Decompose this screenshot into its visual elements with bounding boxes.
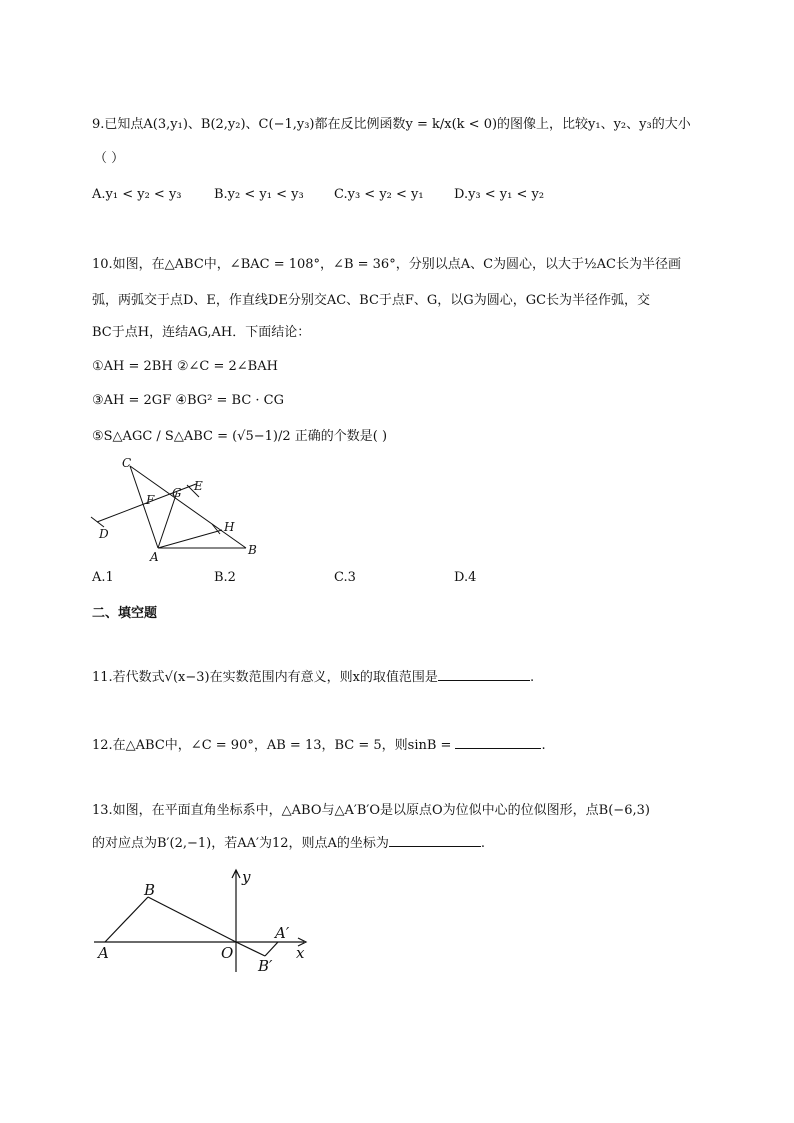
- q10-conclusion-3-4: ③AH = 2GF ④BG² = BC · CG: [92, 393, 285, 408]
- q13-label-o: O: [221, 944, 234, 962]
- q13-label-a: A: [98, 944, 109, 962]
- q11-end: .: [529, 670, 535, 685]
- q13-label-b: B: [144, 881, 156, 899]
- q9-option-d: D.y₃ < y₁ < y₂: [454, 187, 545, 202]
- q10-option-a: A.1: [92, 570, 114, 585]
- q10-triangle-figure: [88, 452, 268, 567]
- q9-option-a: A.y₁ < y₂ < y₃: [92, 187, 182, 202]
- q13-label-y: y: [242, 868, 251, 886]
- q13-label-x: x: [296, 944, 305, 962]
- q10-label-a: A: [150, 550, 159, 564]
- q13-answer-blank[interactable]: [389, 834, 481, 847]
- q10-label-d: D: [99, 527, 109, 541]
- q12-end: .: [541, 738, 546, 753]
- q13-label-b-prime: B′: [258, 957, 273, 975]
- q10-option-b: B.2: [214, 570, 236, 585]
- q13-line2: [92, 834, 485, 853]
- q11-answer-blank[interactable]: [438, 668, 530, 681]
- q10-line1: 10.如图，在△ABC中，∠BAC = 108°，∠B = 36°，分别以点A、C为圆心，以大于½AC长为半径画: [92, 257, 681, 272]
- q10-label-e: E: [194, 479, 203, 493]
- q10-conclusion-5: ⑤S△AGC / S△ABC = (√5−1)/2 正确的个数是( ): [92, 429, 388, 444]
- q9-line2: （ ）: [94, 151, 125, 166]
- q13-line1: 13.如图，在平面直角坐标系中，△ABO与△A′B′O是以原点O为位似中心的位似图形，点B(−6,3): [92, 803, 650, 818]
- q12-text: 12.在△ABC中，∠C = 90°，AB = 13，BC = 5，则sinB =: [92, 738, 452, 753]
- q10-label-c: C: [122, 456, 132, 470]
- q10-line3: BC于点H，连结AG,AH．下面结论：: [92, 325, 311, 340]
- q13-end: .: [480, 836, 486, 851]
- q10-label-b: B: [248, 543, 257, 557]
- q9-option-c: C.y₃ < y₂ < y₁: [334, 187, 424, 202]
- q10-line2: 弧，两弧交于点D、E，作直线DE分别交AC、BC于点F、G，以G为圆心，GC长为半径作弧，交: [92, 293, 651, 308]
- q13-coordinate-figure: [88, 866, 318, 981]
- q10-option-d: D.4: [454, 570, 477, 585]
- q10-label-f: F: [146, 493, 155, 507]
- q10-label-g: G: [172, 486, 182, 500]
- q13-label-a-prime: A′: [275, 924, 290, 942]
- q10-label-h: H: [224, 520, 235, 534]
- q9-option-b: B.y₂ < y₁ < y₃: [214, 187, 304, 202]
- q13-text: 的对应点为B′(2,−1)，若AA′为12，则点A的坐标为: [92, 836, 389, 851]
- q10-option-c: C.3: [334, 570, 356, 585]
- q10-conclusion-1-2: ①AH = 2BH ②∠C = 2∠BAH: [92, 359, 278, 374]
- q11-line: [92, 668, 534, 687]
- q12-answer-blank[interactable]: [455, 736, 541, 749]
- q9-line1: 9.已知点A(3,y₁)、B(2,y₂)、C(−1,y₃)都在反比例函数y = k/x(k < 0)的图像上，比较y₁、y₂、y₃的大小: [92, 117, 691, 132]
- q12-line: [92, 736, 546, 755]
- section-heading: 二、填空题: [92, 606, 158, 621]
- q11-text: 11.若代数式√(x−3)在实数范围内有意义，则x的取值范围是: [92, 670, 438, 685]
